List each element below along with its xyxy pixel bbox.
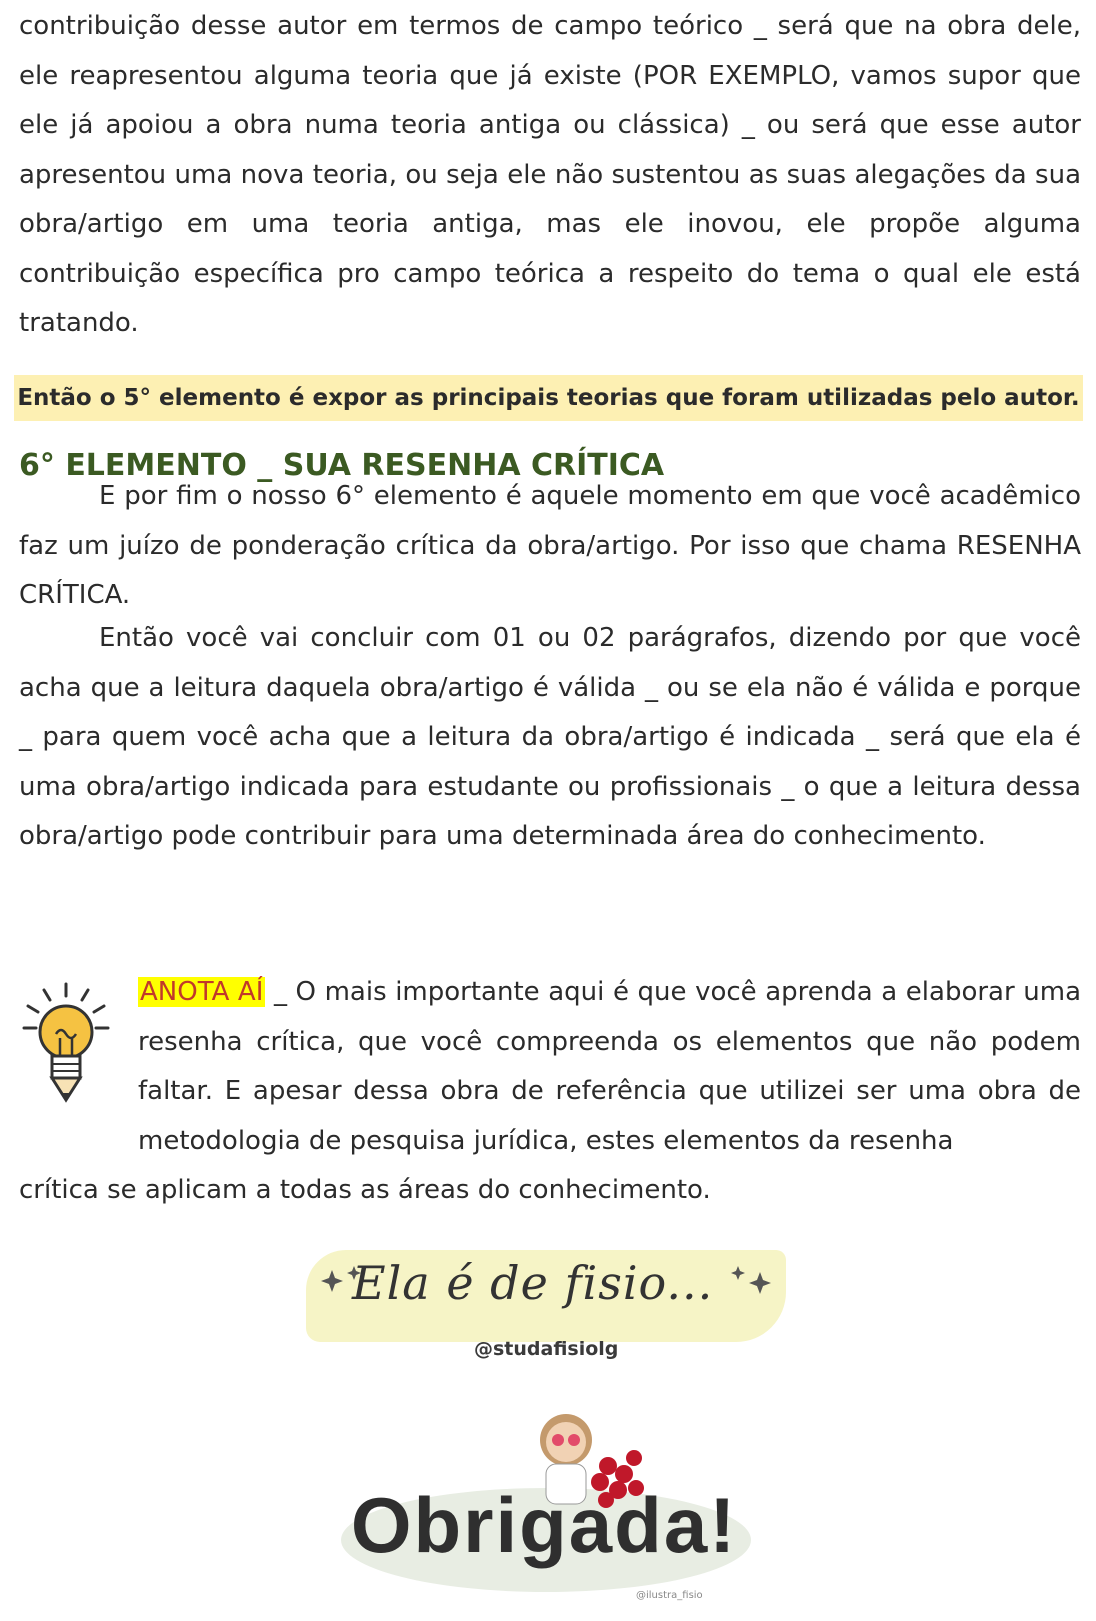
anota-ai-note (138, 968, 1081, 1166)
section-heading: 6° ELEMENTO _ SUA RESENHA CRÍTICA (19, 448, 665, 483)
thanks-text: Obrigada! (350, 1481, 738, 1569)
anota-ai-tag: ANOTA AÍ (140, 977, 264, 1007)
social-handle: @studafisiolg (474, 1338, 619, 1360)
paragraph-1: E por fim o nosso 6° elemento é aquele momento em que você acadêmico faz um juízo de ponderação crítica da obra/artigo. Por isso que chama RESENHA CRÍTICA. (19, 481, 1081, 610)
illustrator-credit: @ilustra_fisio (636, 1590, 703, 1601)
highlight-box: Então o 5° elemento é expor as principais teorias que foram utilizadas pelo autor. (14, 375, 1083, 421)
paragraph-2: Então você vai concluir com 01 ou 02 parágrafos, dizendo por que você acha que a leitura daquela obra/artigo é válida _ ou se ela não é válida e porque _ para quem você acha que a leitura da obra/artigo é indicada _ será que ela é uma obra/artigo indicada para estudante ou profissionais _ o que a leitura dessa obra/artigo pode contribuir para uma determinada área do conhecimento. (19, 623, 1081, 851)
anota-ai-body: _ O mais importante aqui é que você aprenda a elaborar uma resenha crítica, que você compreenda os elementos que não podem faltar. E apesar dessa obra de referência que utilizei ser uma obra de metodologia de pesquisa jurídica, estes elementos da resenha (138, 977, 1081, 1156)
anota-ai-tail: crítica se aplicam a todas as áreas do conhecimento. (19, 1175, 711, 1205)
lightbulb-pencil-icon (20, 982, 112, 1104)
signature-script: Ela é de fisio... (352, 1256, 714, 1310)
intro-paragraph: contribuição desse autor em termos de campo teórico _ será que na obra dele, ele reapresentou alguma teoria que já existe (POR EXEMPLO, vamos supor que ele já apoiou a obra numa teoria antiga ou clássica) _ ou será que esse autor apresentou uma nova teoria, ou seja ele não sustentou as suas alegações da sua obra/artigo em uma teoria antiga, mas ele inovou, ele propõe alguma contribuição específica pro campo teórica a respeito do tema o qual ele está tratando. (19, 11, 1081, 338)
